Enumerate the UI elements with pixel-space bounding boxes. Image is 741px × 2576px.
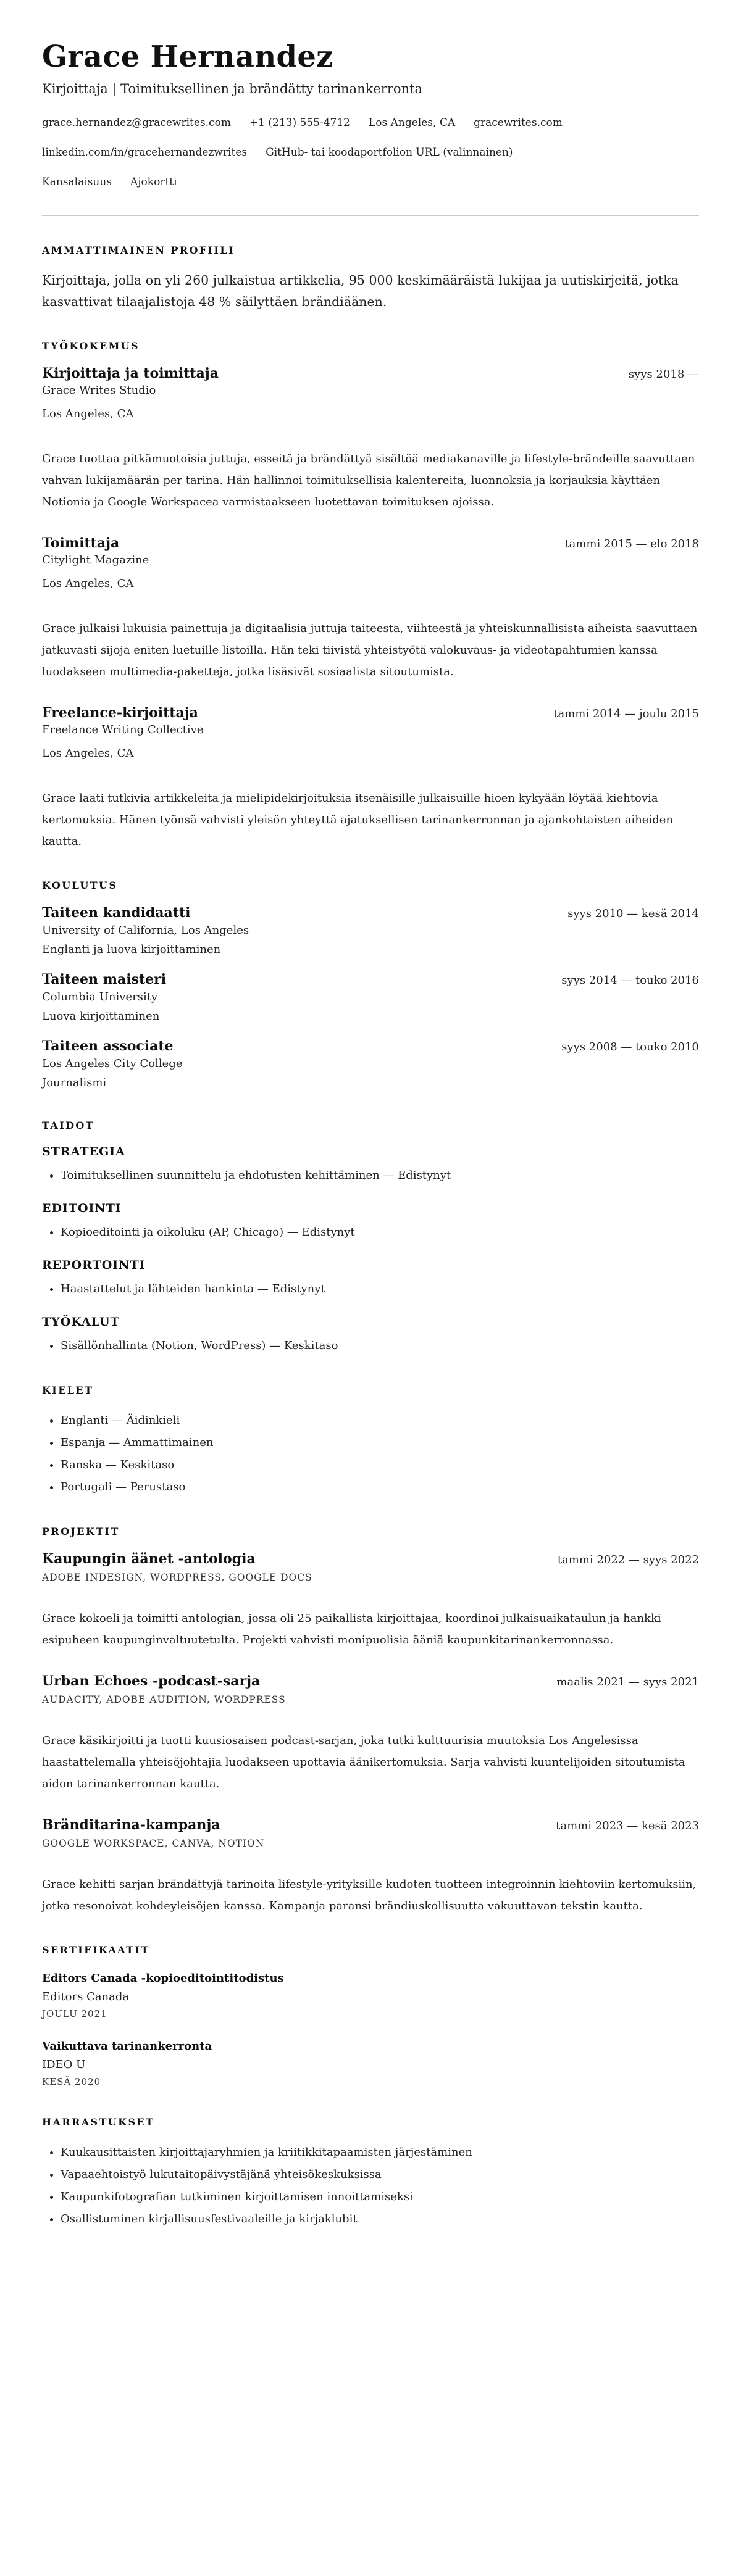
resume-header	[42, 39, 699, 190]
certification-date: KESÄ 2020	[42, 2076, 101, 2087]
language-item: • Englanti — Äidinkieli	[61, 1410, 699, 1432]
education-entry	[42, 971, 699, 1026]
skill-item: • Sisällönhallinta (Notion, WordPress) — Keskitaso	[61, 1335, 699, 1357]
candidate-name: Grace Hernandez	[42, 39, 333, 74]
job-dates: syys 2018 —	[628, 368, 699, 381]
certification-date: JOULU 2021	[42, 2008, 107, 2019]
project-tools: GOOGLE WORKSPACE, CANVA, NOTION	[42, 1838, 265, 1849]
hobbies-heading: HARRASTUKSET	[42, 2116, 155, 2128]
project-dates: tammi 2023 — kesä 2023	[556, 1819, 699, 1832]
contact-phone[interactable]: +1 (213) 555-4712	[249, 117, 350, 129]
certification-org: Editors Canada	[42, 1990, 130, 2003]
skill-item: • Kopioeditointi ja oikoluku (AP, Chicago) — Edistynyt	[61, 1221, 699, 1244]
project-entry	[42, 1817, 699, 1917]
hobby-item: • Kuukausittaisten kirjoittajaryhmien ja kriitikkitapaamisten järjestäminen	[61, 2142, 699, 2164]
job-dates: tammi 2015 — elo 2018	[564, 538, 699, 551]
job-company: Grace Writes Studio	[42, 384, 156, 397]
skill-list	[42, 1278, 699, 1300]
languages-section	[42, 1384, 699, 1498]
job-description: Grace julkaisi lukuisia painettuja ja digitaalisia juttuja taiteesta, viihteestä ja yhteiskunnallisista aiheista saavuttaen jatkuvasti sijoja eniten luetuille listoilla. Hän teki tiivistä yhteistyötä valokuvaus- ja videotapahtumien kanssa luodakseen multimedia-paketteja, jotka lisäsivät sosiaalista sitoutumista.	[42, 622, 698, 678]
certifications-section	[42, 1944, 699, 2089]
education-section	[42, 879, 699, 1092]
project-description: Grace käsikirjoitti ja tuotti kuusiosaisen podcast-sarjan, joka tutki kulttuurisia muutoksia Los Angelesissa haastattelemalla yhteisöjohtajia luodakseen upottavia äänikertomuksia. Sarja vahvisti kuuntelijoiden sitoutumista aidon tarinankerronnan kautta.	[42, 1734, 685, 1790]
contact-location: Los Angeles, CA	[368, 117, 456, 129]
experience-entry	[42, 535, 699, 683]
skills-heading: TAIDOT	[42, 1120, 95, 1131]
skill-list	[42, 1221, 699, 1244]
contact-linkedin[interactable]: linkedin.com/in/gracehernandezwrites	[42, 146, 248, 159]
projects-heading: PROJEKTIT	[42, 1526, 120, 1537]
certifications-heading: SERTIFIKAATIT	[42, 1944, 150, 1956]
degree-title: Taiteen associate	[42, 1038, 174, 1054]
job-location: Los Angeles, CA	[42, 747, 134, 760]
skills-section	[42, 1120, 699, 1357]
job-title: Freelance-kirjoittaja	[42, 705, 198, 721]
languages-heading: KIELET	[42, 1384, 94, 1396]
hobbies-section	[42, 2116, 699, 2230]
certification-entry	[42, 2037, 699, 2089]
job-description: Grace laati tutkivia artikkeleita ja mielipidekirjoituksia itsenäisille julkaisuille hioen kykyään löytää kiehtovia kertomuksia. Hänen työnsä vahvisti yleisön yhteyttä ajatuksellisen tarinankerronnan ja ajankohtaisten aiheiden kautta.	[42, 792, 673, 848]
school-name: Columbia University	[42, 991, 158, 1003]
school-name: Los Angeles City College	[42, 1057, 183, 1070]
skill-item: • Haastattelut ja lähteiden hankinta — Edistynyt	[61, 1278, 699, 1300]
experience-entry	[42, 705, 699, 852]
contact-email[interactable]: grace.hernandez@gracewrites.com	[42, 117, 231, 129]
certification-entry	[42, 1969, 699, 2021]
contact-github[interactable]: GitHub- tai koodaportfolion URL (valinnainen)	[266, 146, 513, 159]
project-title: Bränditarina-kampanja	[42, 1817, 220, 1833]
contact-row-1	[42, 115, 699, 131]
language-item: • Ranska — Keskitaso	[61, 1454, 699, 1476]
certification-name: Vaikuttava tarinankerronta	[42, 2040, 212, 2053]
certification-name: Editors Canada -kopioeditointitodistus	[42, 1972, 284, 1985]
skill-item: • Toimituksellinen suunnittelu ja ehdotusten kehittäminen — Edistynyt	[61, 1165, 699, 1187]
experience-section	[42, 340, 699, 852]
degree-title: Taiteen kandidaatti	[42, 905, 191, 921]
project-dates: tammi 2022 — syys 2022	[557, 1553, 699, 1566]
contact-citizenship: Kansalaisuus	[42, 176, 112, 188]
profile-summary: Kirjoittaja, jolla on yli 260 julkaistua artikkelia, 95 000 keskimääräistä lukijaa ja uutiskirjeitä, jotka kasvattivat tilaajalistoja 48 % säilyttäen brändiäänen.	[42, 273, 679, 309]
language-list	[42, 1410, 699, 1498]
skill-group-title: REPORTOINTI	[42, 1258, 146, 1272]
degree-dates: syys 2014 — touko 2016	[561, 974, 699, 987]
degree-dates: syys 2008 — touko 2010	[561, 1041, 699, 1053]
project-description: Grace kehitti sarjan brändättyjä tarinoita lifestyle-yrityksille kudoten tuotteen integroinnin kiehtoviin kertomuksiin, jotka resonoivat kohdeyleisöjen kanssa. Kampanja paransi brändiuskollisuutta vakuuttavan tekstin kautta.	[42, 1878, 697, 1913]
project-title: Urban Echoes -podcast-sarja	[42, 1673, 261, 1689]
education-heading: KOULUTUS	[42, 879, 118, 891]
contact-license: Ajokortti	[130, 176, 177, 188]
project-entry	[42, 1673, 699, 1795]
project-description: Grace kokoeli ja toimitti antologian, jossa oli 25 paikallista kirjoittajaa, koordinoi julkaisuaikataulun ja hankki esipuheen kaupunginvaltuutetulta. Projekti vahvisti monipuolisia ääniä kaupunkitarinankerronnassa.	[42, 1612, 661, 1647]
project-tools: ADOBE INDESIGN, WORDPRESS, GOOGLE DOCS	[42, 1572, 312, 1583]
contact-row-2	[42, 144, 699, 160]
projects-section	[42, 1526, 699, 1917]
project-tools: AUDACITY, ADOBE AUDITION, WORDPRESS	[42, 1694, 286, 1705]
job-location: Los Angeles, CA	[42, 407, 134, 420]
degree-field: Luova kirjoittaminen	[42, 1010, 160, 1023]
skill-group-title: STRATEGIA	[42, 1145, 125, 1158]
job-location: Los Angeles, CA	[42, 577, 134, 590]
hobby-item: • Kaupunkifotografian tutkiminen kirjoittamisen innoittamiseksi	[61, 2186, 699, 2208]
school-name: University of California, Los Angeles	[42, 924, 249, 937]
education-entry	[42, 1038, 699, 1092]
job-company: Citylight Magazine	[42, 554, 149, 567]
profile-heading: AMMATTIMAINEN PROFIILI	[42, 244, 235, 256]
job-dates: tammi 2014 — joulu 2015	[553, 707, 699, 720]
job-title: Toimittaja	[42, 535, 120, 551]
header-divider	[42, 215, 699, 216]
project-title: Kaupungin äänet -antologia	[42, 1551, 256, 1567]
job-description: Grace tuottaa pitkämuotoisia juttuja, esseitä ja brändättyä sisältöä mediakanaville ja lifestyle-brändeille saavuttaen vahvan lukijamäärän per tarina. Hän hallinnoi toimituksellisia kalentereita, luonnoksia ja korjauksia käyttäen Notionia ja Google Workspacea varmistaakseen luotettavan toimituksen ajoissa.	[42, 452, 695, 509]
degree-dates: syys 2010 — kesä 2014	[567, 907, 699, 920]
degree-field: Journalismi	[42, 1076, 107, 1089]
certification-org: IDEO U	[42, 2058, 86, 2071]
profile-section	[42, 244, 699, 313]
degree-field: Englanti ja luova kirjoittaminen	[42, 943, 221, 956]
skill-group-title: TYÖKALUT	[42, 1315, 120, 1329]
education-entry	[42, 905, 699, 959]
contact-row-3	[42, 174, 699, 190]
skill-list	[42, 1165, 699, 1187]
project-entry	[42, 1551, 699, 1651]
candidate-headline: Kirjoittaja | Toimituksellinen ja brändätty tarinankerronta	[42, 81, 422, 96]
skill-group-title: EDITOINTI	[42, 1202, 122, 1215]
skill-list	[42, 1335, 699, 1357]
job-company: Freelance Writing Collective	[42, 723, 204, 736]
experience-heading: TYÖKOKEMUS	[42, 340, 140, 352]
experience-entry	[42, 365, 699, 513]
hobby-list	[42, 2142, 699, 2230]
language-item: • Espanja — Ammattimainen	[61, 1432, 699, 1454]
language-item: • Portugali — Perustaso	[61, 1476, 699, 1498]
project-dates: maalis 2021 — syys 2021	[556, 1676, 699, 1689]
job-title: Kirjoittaja ja toimittaja	[42, 365, 219, 381]
contact-website[interactable]: gracewrites.com	[474, 117, 563, 129]
hobby-item: • Vapaaehtoistyö lukutaitopäivystäjänä yhteisökeskuksissa	[61, 2164, 699, 2186]
hobby-item: • Osallistuminen kirjallisuusfestivaaleille ja kirjaklubit	[61, 2208, 699, 2230]
degree-title: Taiteen maisteri	[42, 971, 167, 987]
